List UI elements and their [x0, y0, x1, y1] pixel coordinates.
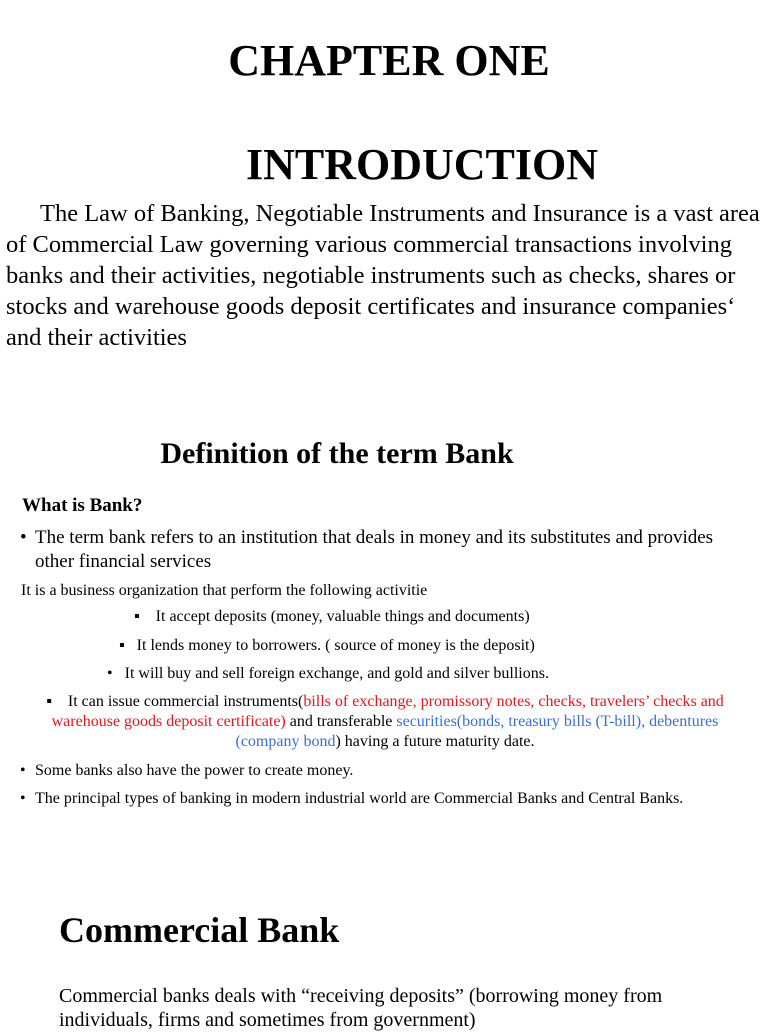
activity-lend-text: It lends money to borrowers. ( source of money is the deposit) [136, 637, 535, 654]
square-bullet-icon: ▪ [119, 637, 125, 654]
activity-accept-text: It accept deposits (money, valuable things and documents) [155, 608, 530, 625]
round-bullet-icon: • [20, 790, 26, 807]
commercial-bank-paragraph: Commercial banks deals with “receiving deposits” (borrowing money from individuals, firms and sometimes from government) [59, 985, 663, 1031]
activity-lends-money [119, 636, 535, 656]
intro-paragraph [6, 198, 764, 353]
activity-issue-instruments-list: bills of exchange, promissory notes, checks, travelers’ checks and warehouse goods deposit certificate) [51, 693, 724, 730]
bullet-term-definition [20, 526, 740, 574]
what-is-bank-heading: What is Bank? [22, 495, 143, 516]
bullet-banking-types-text: The principal types of banking in modern industrial world are Commercial Banks and Central Banks. [35, 790, 684, 807]
definition-heading: Definition of the term Bank [160, 437, 514, 470]
bullet-create-money-text: Some banks also have the power to create money. [35, 762, 354, 779]
round-bullet-icon: • [107, 665, 113, 682]
bullet-banking-types [20, 789, 740, 809]
activity-foreign-exchange [107, 664, 549, 684]
intro-paragraph-text: The Law of Banking, Negotiable Instruments and Insurance is a vast area of Commercial Law governing various commercial transactions involving banks and their activities, negotiable instruments such as checks, shares or stocks and warehouse goods deposit certificates and insurance companies‘ and their activities [6, 200, 760, 351]
activity-exchange-text: It will buy and sell foreign exchange, and gold and silver bullions. [124, 665, 549, 682]
bullet-term-text: The term bank refers to an institution that deals in money and its substitutes and provides other financial services [35, 527, 714, 572]
introduction-title: INTRODUCTION [245, 140, 599, 189]
activity-issue-securities-list: securities(bonds, treasury bills (T-bill), debentures (company bond [235, 713, 719, 750]
round-bullet-icon: • [20, 527, 27, 548]
commercial-bank-heading: Commercial Bank [59, 910, 340, 950]
bullet-create-money [20, 761, 740, 781]
square-bullet-icon: ▪ [46, 693, 52, 710]
activity-issue-prefix: It can issue commercial instruments( [67, 693, 304, 710]
round-bullet-icon: • [20, 762, 26, 779]
square-bullet-icon: ▪ [134, 608, 140, 625]
activity-issue-suffix: ) having a future maturity date. [335, 733, 535, 750]
activity-accept-deposits [134, 607, 530, 627]
chapter-title: CHAPTER ONE [228, 36, 550, 85]
activity-issue-instruments [20, 692, 750, 752]
activity-issue-mid: and transferable [285, 713, 397, 730]
business-organization-intro: It is a business organization that perform the following activitie [21, 582, 428, 599]
